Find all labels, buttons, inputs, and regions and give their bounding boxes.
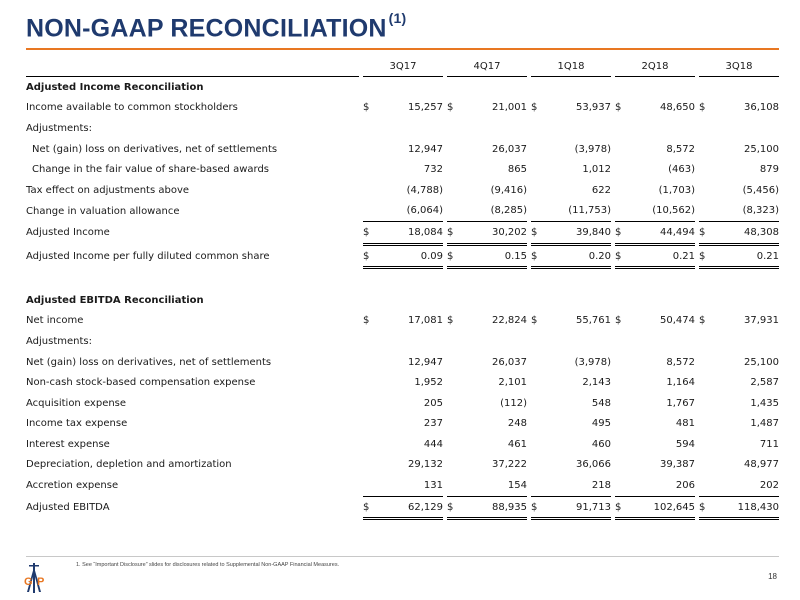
currency-symbol: $: [363, 102, 370, 114]
row-label: Adjusted Income Reconciliation: [26, 81, 204, 93]
svg-text:P: P: [37, 576, 45, 588]
currency-symbol: [447, 139, 461, 160]
value-cell: 206: [629, 475, 695, 496]
currency-symbol: [699, 139, 713, 160]
value-cell: 53,937: [576, 102, 611, 114]
currency-symbol: $: [615, 315, 622, 327]
value-cell: [461, 77, 527, 98]
column-header: 3Q18: [699, 56, 779, 77]
currency-symbol: [531, 475, 545, 496]
value-cell: 30,202: [461, 222, 527, 245]
currency-symbol: $: [447, 496, 461, 519]
page-title-text: NON-GAAP RECONCILIATION: [26, 14, 387, 43]
currency-symbol: [531, 414, 545, 435]
table-row: [26, 201, 779, 222]
currency-symbol: [363, 139, 377, 160]
value-cell: [713, 118, 779, 139]
column-header: 3Q17: [363, 56, 443, 77]
title-divider: [26, 48, 779, 50]
value-cell: [545, 331, 611, 352]
value-cell: [461, 290, 527, 311]
row-label: Acquisition expense: [26, 397, 127, 409]
table-row: [26, 496, 779, 519]
value-cell: 1,767: [666, 397, 695, 409]
currency-symbol: [615, 434, 629, 455]
value-cell: [377, 268, 443, 290]
value-cell: 55,761: [576, 315, 611, 327]
currency-symbol: [363, 180, 377, 201]
currency-symbol: $: [699, 222, 713, 245]
value-cell: [629, 290, 695, 311]
table-row: [26, 475, 779, 496]
currency-symbol: [363, 455, 377, 476]
value-cell: 12,947: [408, 356, 443, 368]
currency-symbol: $: [615, 102, 622, 114]
currency-symbol: [363, 331, 377, 352]
table-row: [26, 311, 779, 332]
value-cell: 102,645: [629, 496, 695, 519]
value-cell: 26,037: [492, 356, 527, 368]
currency-symbol: [615, 159, 629, 180]
row-label: Accretion expense: [26, 480, 119, 492]
value-cell: 2,143: [582, 377, 611, 389]
currency-symbol: [699, 268, 713, 290]
value-cell: 48,977: [744, 459, 779, 471]
value-cell: (463): [668, 164, 695, 176]
row-label: Income available to common stockholders: [26, 102, 238, 114]
currency-symbol: [699, 434, 713, 455]
value-cell: 732: [423, 164, 443, 176]
row-label: Depreciation, depletion and amortization: [26, 459, 232, 471]
value-cell: (3,978): [574, 356, 611, 368]
currency-symbol: [699, 180, 713, 201]
value-cell: [629, 331, 695, 352]
value-cell: 0.20: [545, 244, 611, 268]
column-header: 1Q18: [531, 56, 611, 77]
currency-symbol: [363, 414, 377, 435]
currency-symbol: [531, 201, 545, 222]
currency-symbol: [531, 77, 545, 98]
currency-symbol: [615, 268, 629, 290]
currency-symbol: $: [531, 102, 538, 114]
svg-text:G: G: [24, 576, 33, 588]
value-cell: (11,753): [545, 201, 611, 222]
row-label: Interest expense: [26, 438, 110, 450]
currency-symbol: [615, 139, 629, 160]
value-cell: 1,952: [414, 377, 443, 389]
value-cell: 18,084: [377, 222, 443, 245]
currency-symbol: $: [615, 496, 629, 519]
row-label: Adjustments:: [26, 335, 92, 347]
value-cell: [629, 268, 695, 290]
value-cell: [545, 77, 611, 98]
currency-symbol: $: [363, 222, 377, 245]
currency-symbol: [699, 414, 713, 435]
currency-symbol: [531, 118, 545, 139]
value-cell: [713, 290, 779, 311]
currency-symbol: [447, 434, 461, 455]
row-label: Income tax expense: [26, 418, 128, 430]
value-cell: 36,066: [576, 459, 611, 471]
currency-symbol: [531, 180, 545, 201]
value-cell: 25,100: [744, 143, 779, 155]
value-cell: 8,572: [666, 356, 695, 368]
value-cell: 594: [675, 438, 695, 450]
value-cell: 15,257: [408, 102, 443, 114]
value-cell: 26,037: [492, 143, 527, 155]
currency-symbol: [699, 159, 713, 180]
table-row: [26, 180, 779, 201]
currency-symbol: [447, 201, 461, 222]
footer-divider: [26, 556, 779, 557]
row-label: Change in valuation allowance: [26, 205, 180, 217]
value-cell: [545, 290, 611, 311]
currency-symbol: [531, 372, 545, 393]
currency-symbol: [363, 201, 377, 222]
value-cell: (8,323): [713, 201, 779, 222]
value-cell: (10,562): [629, 201, 695, 222]
value-cell: 711: [759, 438, 779, 450]
currency-symbol: [531, 139, 545, 160]
value-cell: [713, 77, 779, 98]
currency-symbol: $: [615, 222, 629, 245]
currency-symbol: [447, 475, 461, 496]
value-cell: (112): [500, 397, 527, 409]
currency-symbol: [615, 77, 629, 98]
currency-symbol: [363, 118, 377, 139]
value-cell: (1,703): [658, 184, 695, 196]
footnote: 1. See “Important Disclosure” slides for disclosures related to Supplemental Non-GAAP Financial Measures.: [76, 562, 340, 568]
row-label: Adjusted EBITDA: [26, 502, 110, 514]
currency-symbol: $: [447, 315, 454, 327]
currency-symbol: [615, 331, 629, 352]
value-cell: 1,012: [582, 164, 611, 176]
currency-symbol: [531, 290, 545, 311]
value-cell: 8,572: [666, 143, 695, 155]
currency-symbol: [615, 455, 629, 476]
value-cell: 444: [423, 438, 443, 450]
currency-symbol: [447, 455, 461, 476]
currency-symbol: [699, 372, 713, 393]
value-cell: 17,081: [408, 315, 443, 327]
spacer-row: [26, 268, 779, 290]
title-footnote-marker: (1): [388, 10, 407, 26]
value-cell: 879: [759, 164, 779, 176]
currency-symbol: [447, 268, 461, 290]
currency-symbol: [447, 180, 461, 201]
currency-symbol: $: [531, 496, 545, 519]
value-cell: [629, 118, 695, 139]
currency-symbol: [615, 475, 629, 496]
value-cell: 548: [591, 397, 611, 409]
value-cell: 154: [461, 475, 527, 496]
value-cell: [461, 331, 527, 352]
reconciliation-table: [26, 56, 779, 520]
value-cell: 1,435: [750, 397, 779, 409]
value-cell: (6,064): [377, 201, 443, 222]
value-cell: 131: [377, 475, 443, 496]
column-header: 4Q17: [447, 56, 527, 77]
currency-symbol: [531, 393, 545, 414]
value-cell: 37,222: [492, 459, 527, 471]
table-row: [26, 434, 779, 455]
currency-symbol: [363, 434, 377, 455]
value-cell: 1,164: [666, 377, 695, 389]
table-row: [26, 393, 779, 414]
value-cell: [377, 118, 443, 139]
value-cell: 39,387: [660, 459, 695, 471]
value-cell: 22,824: [492, 315, 527, 327]
column-header-row: [26, 56, 779, 77]
currency-symbol: [699, 455, 713, 476]
value-cell: [713, 268, 779, 290]
currency-symbol: [699, 393, 713, 414]
value-cell: (8,285): [461, 201, 527, 222]
value-cell: (4,788): [406, 184, 443, 196]
currency-symbol: [447, 393, 461, 414]
value-cell: [545, 268, 611, 290]
row-label: Net income: [26, 315, 84, 327]
currency-symbol: [447, 352, 461, 373]
currency-symbol: [615, 352, 629, 373]
page-title: [26, 10, 407, 43]
value-cell: 62,129: [377, 496, 443, 519]
currency-symbol: $: [447, 244, 461, 268]
currency-symbol: [363, 372, 377, 393]
row-label: Adjustments:: [26, 122, 92, 134]
value-cell: 48,308: [713, 222, 779, 245]
currency-symbol: $: [363, 244, 377, 268]
currency-symbol: $: [531, 315, 538, 327]
value-cell: 39,840: [545, 222, 611, 245]
value-cell: 0.21: [629, 244, 695, 268]
value-cell: 29,132: [408, 459, 443, 471]
value-cell: 218: [545, 475, 611, 496]
currency-symbol: $: [447, 102, 454, 114]
currency-symbol: [531, 268, 545, 290]
value-cell: 202: [713, 475, 779, 496]
currency-symbol: [363, 268, 377, 290]
value-cell: (5,456): [742, 184, 779, 196]
currency-symbol: [531, 434, 545, 455]
currency-symbol: [531, 331, 545, 352]
value-cell: [377, 290, 443, 311]
table-row: [26, 331, 779, 352]
currency-symbol: [447, 77, 461, 98]
table-row: [26, 244, 779, 268]
table-row: [26, 118, 779, 139]
table-row: [26, 159, 779, 180]
currency-symbol: [615, 393, 629, 414]
currency-symbol: [363, 159, 377, 180]
table-body: [26, 77, 779, 519]
currency-symbol: $: [615, 244, 629, 268]
currency-symbol: $: [531, 222, 545, 245]
value-cell: 248: [507, 418, 527, 430]
currency-symbol: $: [699, 315, 706, 327]
currency-symbol: [447, 372, 461, 393]
value-cell: [461, 118, 527, 139]
currency-symbol: $: [699, 244, 713, 268]
row-label: Adjusted Income per fully diluted common share: [26, 250, 270, 262]
table-row: [26, 98, 779, 119]
value-cell: 2,101: [498, 377, 527, 389]
value-cell: 48,650: [660, 102, 695, 114]
value-cell: 36,108: [744, 102, 779, 114]
row-label: Adjusted EBITDA Reconciliation: [26, 294, 204, 306]
currency-symbol: [363, 77, 377, 98]
row-label: Tax effect on adjustments above: [26, 184, 190, 196]
value-cell: 0.15: [461, 244, 527, 268]
row-label: Change in the fair value of share-based awards: [32, 164, 269, 176]
section-header-row: [26, 77, 779, 98]
currency-symbol: [615, 180, 629, 201]
value-cell: 461: [507, 438, 527, 450]
value-cell: 495: [591, 418, 611, 430]
currency-symbol: [699, 475, 713, 496]
currency-symbol: [699, 118, 713, 139]
value-cell: [377, 331, 443, 352]
value-cell: 21,001: [492, 102, 527, 114]
page-number: 18: [768, 572, 777, 581]
section-header-row: [26, 290, 779, 311]
value-cell: 1,487: [750, 418, 779, 430]
currency-symbol: $: [699, 496, 713, 519]
value-cell: 460: [591, 438, 611, 450]
value-cell: (9,416): [490, 184, 527, 196]
value-cell: 44,494: [629, 222, 695, 245]
currency-symbol: $: [531, 244, 545, 268]
currency-symbol: [699, 290, 713, 311]
currency-symbol: [615, 201, 629, 222]
currency-symbol: [447, 290, 461, 311]
currency-symbol: [363, 290, 377, 311]
currency-symbol: $: [363, 496, 377, 519]
currency-symbol: [531, 352, 545, 373]
row-label: Non-cash stock-based compensation expense: [26, 377, 256, 389]
value-cell: 0.21: [713, 244, 779, 268]
currency-symbol: [615, 414, 629, 435]
value-cell: 865: [507, 164, 527, 176]
value-cell: [377, 77, 443, 98]
value-cell: 622: [591, 184, 611, 196]
currency-symbol: [699, 77, 713, 98]
currency-symbol: [363, 475, 377, 496]
value-cell: 50,474: [660, 315, 695, 327]
value-cell: 88,935: [461, 496, 527, 519]
currency-symbol: [699, 331, 713, 352]
table-row: [26, 139, 779, 160]
row-label: Net (gain) loss on derivatives, net of settlements: [32, 143, 278, 155]
currency-symbol: [363, 352, 377, 373]
value-cell: 2,587: [750, 377, 779, 389]
currency-symbol: [447, 414, 461, 435]
currency-symbol: [447, 159, 461, 180]
label-column-header: [26, 56, 359, 77]
value-cell: 12,947: [408, 143, 443, 155]
currency-symbol: [615, 118, 629, 139]
table-row: [26, 372, 779, 393]
table-row: [26, 352, 779, 373]
currency-symbol: [699, 201, 713, 222]
currency-symbol: [531, 159, 545, 180]
table-row: [26, 455, 779, 476]
value-cell: 205: [423, 397, 443, 409]
value-cell: 37,931: [744, 315, 779, 327]
column-header: 2Q18: [615, 56, 695, 77]
value-cell: (3,978): [574, 143, 611, 155]
company-logo: [24, 563, 46, 593]
table-row: [26, 414, 779, 435]
value-cell: 91,713: [545, 496, 611, 519]
currency-symbol: [699, 352, 713, 373]
value-cell: 25,100: [744, 356, 779, 368]
row-label: [26, 268, 359, 290]
value-cell: [461, 268, 527, 290]
currency-symbol: [531, 455, 545, 476]
row-label: Adjusted Income: [26, 227, 110, 239]
value-cell: 481: [675, 418, 695, 430]
currency-symbol: [615, 290, 629, 311]
currency-symbol: [363, 393, 377, 414]
value-cell: [545, 118, 611, 139]
value-cell: 118,430: [713, 496, 779, 519]
value-cell: 237: [423, 418, 443, 430]
value-cell: [629, 77, 695, 98]
currency-symbol: [447, 118, 461, 139]
value-cell: 0.09: [377, 244, 443, 268]
value-cell: [713, 331, 779, 352]
currency-symbol: $: [699, 102, 706, 114]
currency-symbol: [615, 372, 629, 393]
currency-symbol: [447, 331, 461, 352]
currency-symbol: $: [363, 315, 370, 327]
currency-symbol: $: [447, 222, 461, 245]
table-row: [26, 222, 779, 245]
row-label: Net (gain) loss on derivatives, net of settlements: [26, 356, 272, 368]
